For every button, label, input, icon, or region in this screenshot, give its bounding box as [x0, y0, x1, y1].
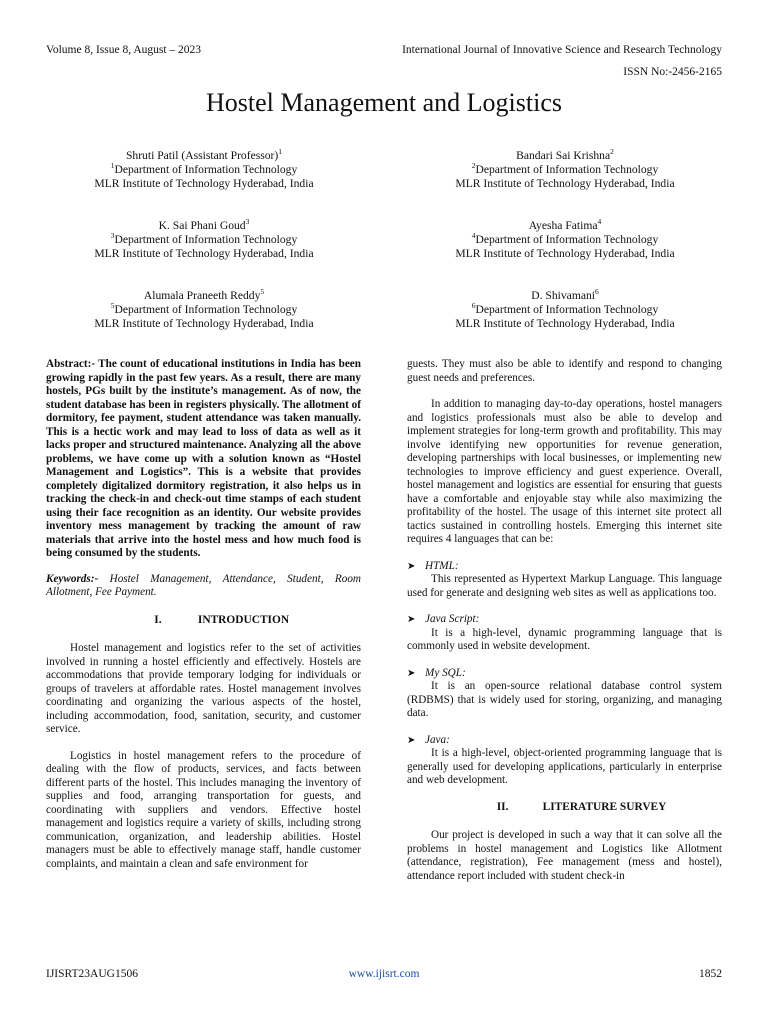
- journal-name: International Journal of Innovative Science and Research Technology: [402, 44, 722, 56]
- intro-paragraph-1: Hostel management and logistics refer to the set of activities involved in running a hostel efficiently and effectively. Hostels are accommodations that provide temporary lodging for individuals or groups of travelers at affordable rates. Hostel management involves coordinating and organizing the various aspects of the hostel, including accommodation, food, sanitation, security, and customer service.: [46, 642, 361, 735]
- author-name: Shruti Patil (Assistant Professor): [125, 149, 279, 162]
- author-block-2: [415, 149, 715, 191]
- operations-paragraph: In addition to managing day-to-day operations, hostel managers and logistics professionals must also be able to develop and implement strategies for long-term growth and profitability. This may involve identifying new opportunities for revenue generation, developing partnerships with local businesses, or implementing new technologies to improve efficiency and guest experience. Overall, hostel management and logistics are essential for ensuring that guests have a comfortable and enjoyable stay while also maximizing the profitability of the hostel. The usage of this internet site protect all tactics sustained in controlling hostels. Emerging this internet site requires 4 languages that can be:: [407, 398, 722, 545]
- arrow-bullet-icon: ➤: [407, 560, 416, 572]
- section-heading-literature-survey: [407, 801, 722, 815]
- language-name: Java Script:: [425, 613, 480, 625]
- author-name: Bandari Sai Krishna: [516, 149, 611, 162]
- language-item-mysql: [407, 667, 722, 721]
- keywords-label: Keywords:-: [46, 572, 99, 585]
- language-name: Java:: [425, 733, 450, 746]
- intro-paragraph-2: Logistics in hostel management refers to the procedure of dealing with the flow of products, services, and facts between different parts of the hostel. This includes managing the inventory of supplies and food, arranging transportation for guests, and coordinating with suppliers and vendors. Effective hostel management and logistics require a variety of skills, including strong communication, organization, and leadership abilities. Hostel managers must be able to effectively manage staff, handle customer complaints, and maintain a clean and safe environment for: [46, 749, 361, 870]
- language-description: It is an open-source relational database control system (RDBMS) that is widely used for storing, organizing, and managing data.: [407, 680, 722, 719]
- author-sup: 5: [260, 287, 265, 297]
- page-number: 1852: [699, 968, 722, 980]
- author-name: K. Sai Phani Goud: [158, 219, 246, 232]
- dept-sup: 4: [471, 231, 476, 241]
- author-dept: Department of Information Technology: [114, 303, 298, 316]
- author-name: Ayesha Fatima: [528, 219, 598, 232]
- paper-title: Hostel Management and Logistics: [206, 88, 562, 117]
- literature-paragraph: Our project is developed in such a way that it can solve all the problems in hostel management and Logistics like Allotment (attendance, registration), Fee management (mess and hostel), attendance report included with student check-in: [407, 829, 722, 882]
- language-description: It is a high-level, dynamic programming language that is commonly used in website development.: [407, 626, 722, 652]
- author-block-3: [54, 219, 354, 261]
- author-sup: 6: [595, 287, 599, 297]
- journal-url-link[interactable]: www.ijisrt.com: [348, 968, 420, 980]
- author-dept: Department of Information Technology: [114, 233, 298, 246]
- right-column: [407, 358, 722, 896]
- language-item-java: [407, 734, 722, 788]
- dept-sup: 2: [471, 161, 476, 171]
- dept-sup: 5: [110, 301, 115, 311]
- section-heading-introduction: [46, 614, 361, 628]
- author-block-6: [415, 289, 715, 331]
- dept-sup: 1: [110, 161, 115, 171]
- author-sup: 1: [278, 147, 283, 157]
- paper-code: IJISRT23AUG1506: [46, 968, 138, 980]
- author-sup: 4: [597, 217, 602, 227]
- section-title: LITERATURE SURVEY: [542, 800, 667, 813]
- author-name: Alumala Praneeth Reddy: [143, 289, 261, 302]
- dept-sup: 3: [110, 231, 115, 241]
- author-dept: Department of Information Technology: [475, 163, 659, 176]
- language-name: My SQL:: [425, 666, 466, 679]
- language-description: It is a high-level, object-oriented programming language that is generally used for developing applications, particularly in enterprise and web development.: [407, 747, 722, 786]
- keywords-text: Hostel Management, Attendance, Student, Room Allotment, Fee Payment.: [46, 572, 361, 598]
- author-inst: MLR Institute of Technology Hyderabad, India: [455, 177, 675, 190]
- arrow-bullet-icon: ➤: [407, 734, 416, 746]
- continued-paragraph: guests. They must also be able to identify and respond to changing guest needs and preferences.: [407, 358, 722, 384]
- arrow-bullet-icon: ➤: [407, 667, 416, 679]
- language-item-html: [407, 560, 722, 601]
- author-block-1: [54, 149, 354, 191]
- abstract: Abstract:- The count of educational institutions in India has been growing rapidly in the past few years. As a result, there are many hostels, PGs built by the institute’s management. As of now, the student database has been in registers physically. The allotment of dormitory, fee payment, student attendance was taken manually. This is a hectic work and may lead to loss of data as well as it lacks proper and structured maintenance. Analyzing all the above problems, we have come up with a solution known as “Hostel Management and Logistics”. This is a website that provides completely digitalized dormitory registration, it also helps us in tracking the check-in and check-out time stamps of each student using their face recognition as an identity. Our website provides inventory mess management by tracking the amount of raw materials that arrive into the hostel mess and how much food is being consumed by the students.: [46, 358, 361, 559]
- author-inst: MLR Institute of Technology Hyderabad, India: [94, 177, 314, 190]
- author-dept: Department of Information Technology: [475, 303, 659, 316]
- issn: ISSN No:-2456-2165: [623, 66, 722, 78]
- author-sup: 2: [610, 147, 614, 157]
- author-inst: MLR Institute of Technology Hyderabad, India: [455, 317, 675, 330]
- language-name: HTML:: [425, 559, 459, 572]
- author-block-4: [415, 219, 715, 261]
- keywords: [46, 573, 361, 600]
- author-block-5: [54, 289, 354, 331]
- language-item-javascript: [407, 613, 722, 654]
- section-number: I.: [154, 613, 162, 626]
- left-column: [46, 358, 361, 884]
- language-description: This represented as Hypertext Markup Language. This language used for generate and designing web sites as well as applications too.: [407, 573, 722, 599]
- author-dept: Department of Information Technology: [475, 233, 659, 246]
- dept-sup: 6: [471, 301, 476, 311]
- author-inst: MLR Institute of Technology Hyderabad, India: [455, 247, 675, 260]
- author-inst: MLR Institute of Technology Hyderabad, India: [94, 317, 314, 330]
- author-dept: Department of Information Technology: [114, 163, 298, 176]
- journal-volume: Volume 8, Issue 8, August – 2023: [46, 44, 202, 56]
- author-sup: 3: [245, 217, 250, 227]
- author-inst: MLR Institute of Technology Hyderabad, India: [94, 247, 314, 260]
- arrow-bullet-icon: ➤: [407, 614, 416, 625]
- section-title: INTRODUCTION: [197, 613, 290, 626]
- section-number: II.: [496, 800, 509, 813]
- author-name: D. Shivamani: [531, 289, 595, 302]
